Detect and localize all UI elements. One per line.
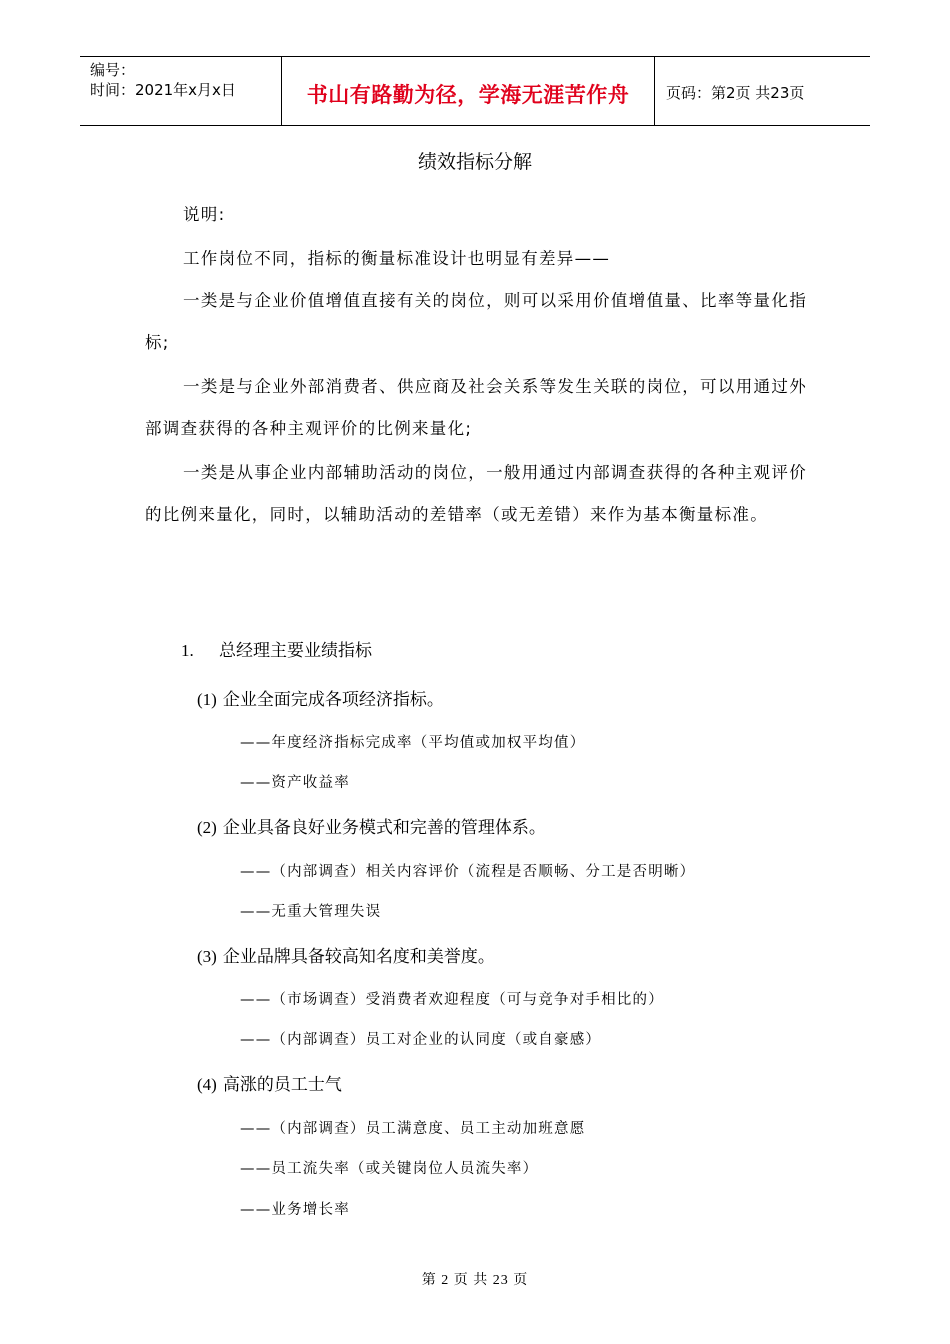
sub-item: ——（市场调查）受消费者欢迎程度（可与竞争对手相比的） <box>240 992 664 1008</box>
list-item <box>197 685 444 710</box>
item-text: 高涨的员工士气 <box>222 1075 342 1095</box>
intro-label: 说明: <box>183 205 226 224</box>
item-text: 企业品牌具备较高知名度和美誉度。 <box>222 947 495 967</box>
item-text: 企业具备良好业务模式和完善的管理体系。 <box>222 818 546 838</box>
section-title: 总经理主要业绩指标 <box>219 641 372 661</box>
sub-item: ——资产收益率 <box>240 775 350 791</box>
sub-item: ——（内部调查）相关内容评价（流程是否顺畅、分工是否明晰） <box>240 864 696 880</box>
header-page-info: 页码：第2页 共23页 <box>666 84 805 102</box>
intro-paragraph-2: 一类是与企业外部消费者、供应商及社会关系等发生关联的岗位，可以用通过外部调查获得的各种主观评价的比例来量化; <box>145 377 807 438</box>
document-number-label: 编号： <box>90 61 136 79</box>
list-item <box>197 1070 342 1095</box>
intro-paragraph-3: 一类是从事企业内部辅助活动的岗位，一般用通过内部调查获得的各种主观评价的比例来量化，同时，以辅助活动的差错率（或无差错）来作为基本衡量标准。 <box>145 463 807 524</box>
item-number: (3) <box>197 947 217 966</box>
item-number: (2) <box>197 818 217 837</box>
sub-item: ——（内部调查）员工满意度、员工主动加班意愿 <box>240 1121 586 1137</box>
item-number: (1) <box>197 690 217 709</box>
sub-item: ——业务增长率 <box>240 1202 350 1218</box>
document-title: 绩效指标分解 <box>417 151 532 173</box>
section-heading <box>181 636 372 661</box>
list-item <box>197 813 546 838</box>
sub-item: ——员工流失率（或关键岗位人员流失率） <box>240 1161 539 1177</box>
intro-line: 工作岗位不同，指标的衡量标准设计也明显有差异—— <box>183 249 611 268</box>
list-item <box>197 942 495 967</box>
document-date: 时间：2021年x月x日 <box>90 81 236 99</box>
section-number: 1. <box>181 641 194 660</box>
intro-paragraph-1: 一类是与企业价值增值直接有关的岗位，则可以采用价值增值量、比率等量化指标; <box>145 291 807 352</box>
item-number: (4) <box>197 1075 217 1094</box>
page-header <box>80 56 870 126</box>
item-text: 企业全面完成各项经济指标。 <box>222 690 444 710</box>
header-motto: 书山有路勤为径，学海无涯苦作舟 <box>306 83 630 107</box>
header-meta <box>90 60 236 100</box>
sub-item: ——（内部调查）员工对企业的认同度（或自豪感） <box>240 1032 602 1048</box>
page-footer: 第 2 页 共 23 页 <box>421 1273 529 1288</box>
header-divider <box>654 57 655 125</box>
sub-item: ——年度经济指标完成率（平均值或加权平均值） <box>240 735 586 751</box>
sub-item: ——无重大管理失误 <box>240 904 382 920</box>
